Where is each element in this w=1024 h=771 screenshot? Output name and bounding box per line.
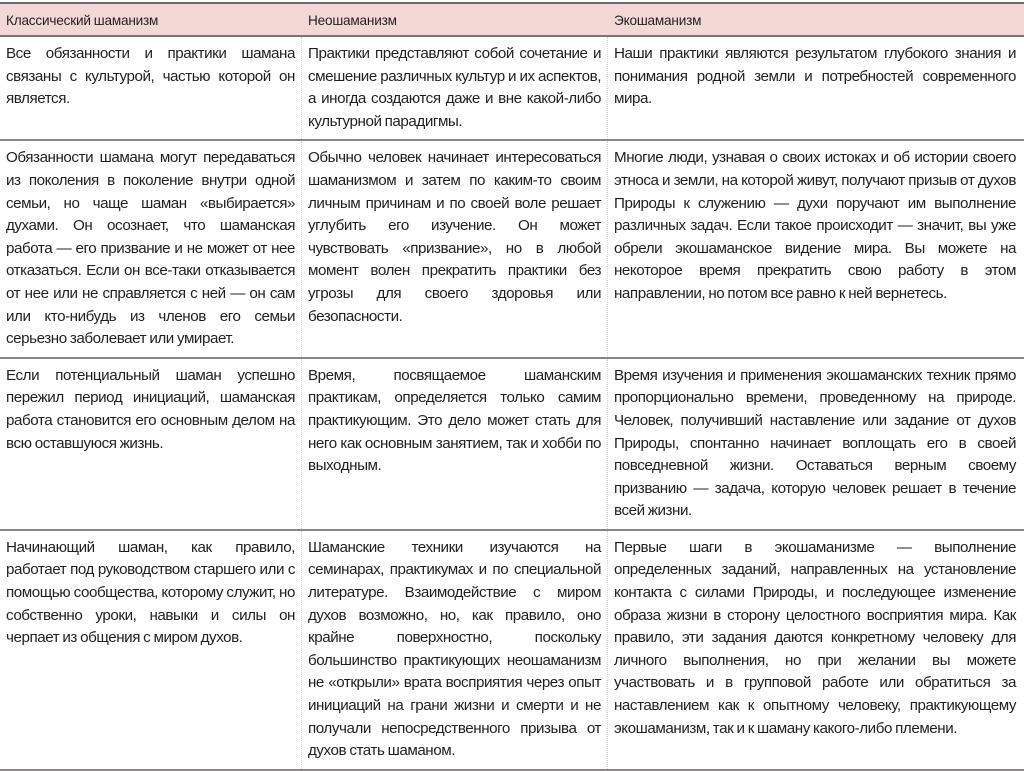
cell-neo: Время, посвящаемое шаманским практикам, определяется только самим практикующим. Это дело может стать для него как основным занятием, так и хобби по выходным. — [302, 359, 608, 529]
table-row — [0, 359, 1024, 531]
header-classic-shamanism: Классический шаманизм — [6, 13, 159, 28]
cell-eco: Многие люди, узнавая о своих истоках и об истории своего этноса и земли, на которой живут, получают призыв от духов Природы к служению — духи поручают им выполнение различных задач. Если такое происходит — значит, вы уже обрели экошаманское видение мира. Вы можете на некоторое время прекратить свою работу в этом направлении, но потом все равно к ней вернетесь. — [614, 149, 1016, 302]
cell-classic: Все обязанности и практики шамана связаны с культурой, частью которой он является. — [0, 37, 302, 139]
cell-neo: Обычно человек начинает интересоваться шаманизмом и затем по каким-то своим личным причинам и по своей воле решает углубить его изучение. Он может чувствовать «призвание», но в любой момент волен прекратить практики без угрозы для своего здоровья или безопасности. — [302, 141, 608, 356]
cell-classic: Если потенциальный шаман успешно пережил период инициаций, шаманская работа становится его основным делом на всю оставшуюся жизнь. — [0, 359, 302, 529]
cell-neo: Практики представляют собой сочетание и смешение различных культур и их аспектов, а иногда создаются даже и вне какой-либо культурной парадигмы. — [302, 37, 608, 139]
cell-eco: Время изучения и применения экошаманских техник прямо пропорционально времени, проведенному на природе. Человек, получивший наставление или задание от духов Природы, спонтанно начинает воплощать его в своей повседневной жизни. Оставаться верным своему призванию — задача, которую человек решает в течение всей жизни. — [614, 366, 1016, 520]
comparison-table — [0, 2, 1024, 771]
cell-classic: Обязанности шамана могут передаваться из поколения в поколение внутри одной семьи, но чаще шаман «выбирается» духами. Он осознает, что шаманская работа — его призвание и не может от нее отказаться. Если он все-таки отказывается от нее или не справляется с ней — он сам или кто-нибудь из членов его семьи серьезно заболевает или умирает. — [0, 141, 302, 356]
header-ecoshamanism: Экошаманизм — [614, 13, 702, 28]
table-header-row — [0, 4, 1024, 37]
header-neoshamanism: Неошаманизм — [308, 13, 397, 28]
table-row — [0, 531, 1024, 771]
cell-eco: Наши практики являются результатом глубокого знания и понимания родной земли и потребностей современного мира. — [614, 45, 1016, 108]
cell-neo: Шаманские техники изучаются на семинарах, практикумах и по специальной литературе. Взаимодействие с миром духов возможно, но, как правило, оно крайне поверхностно, поскольку большинство практикующих неошаманизм не «открыли» врата восприятия через опыт инициаций на грани жизни и смерти и не получали непосредственного призыва от духов стать шаманом. — [302, 531, 608, 769]
table-row — [0, 141, 1024, 358]
cell-classic: Начинающий шаман, как правило, работает под руководством старшего или с помощью сообщества, которому служит, но собственно уроки, навыки и силы он черпает из общения с миром духов. — [0, 531, 302, 769]
cell-eco: Первые шаги в экошаманизме — выполнение определенных заданий, направленных на установление контакта с силами Природы, и последующее изменение образа жизни в сторону целостного восприятия мира. Как правило, эти задания даются конкретному человеку для личного выполнения, но при желании вы можете участвовать и в групповой работе или обратиться за наставлением как к опытному человеку, практикующему экошаманизм, так и к шаману какого-либо племени. — [614, 538, 1016, 737]
table-row — [0, 37, 1024, 141]
